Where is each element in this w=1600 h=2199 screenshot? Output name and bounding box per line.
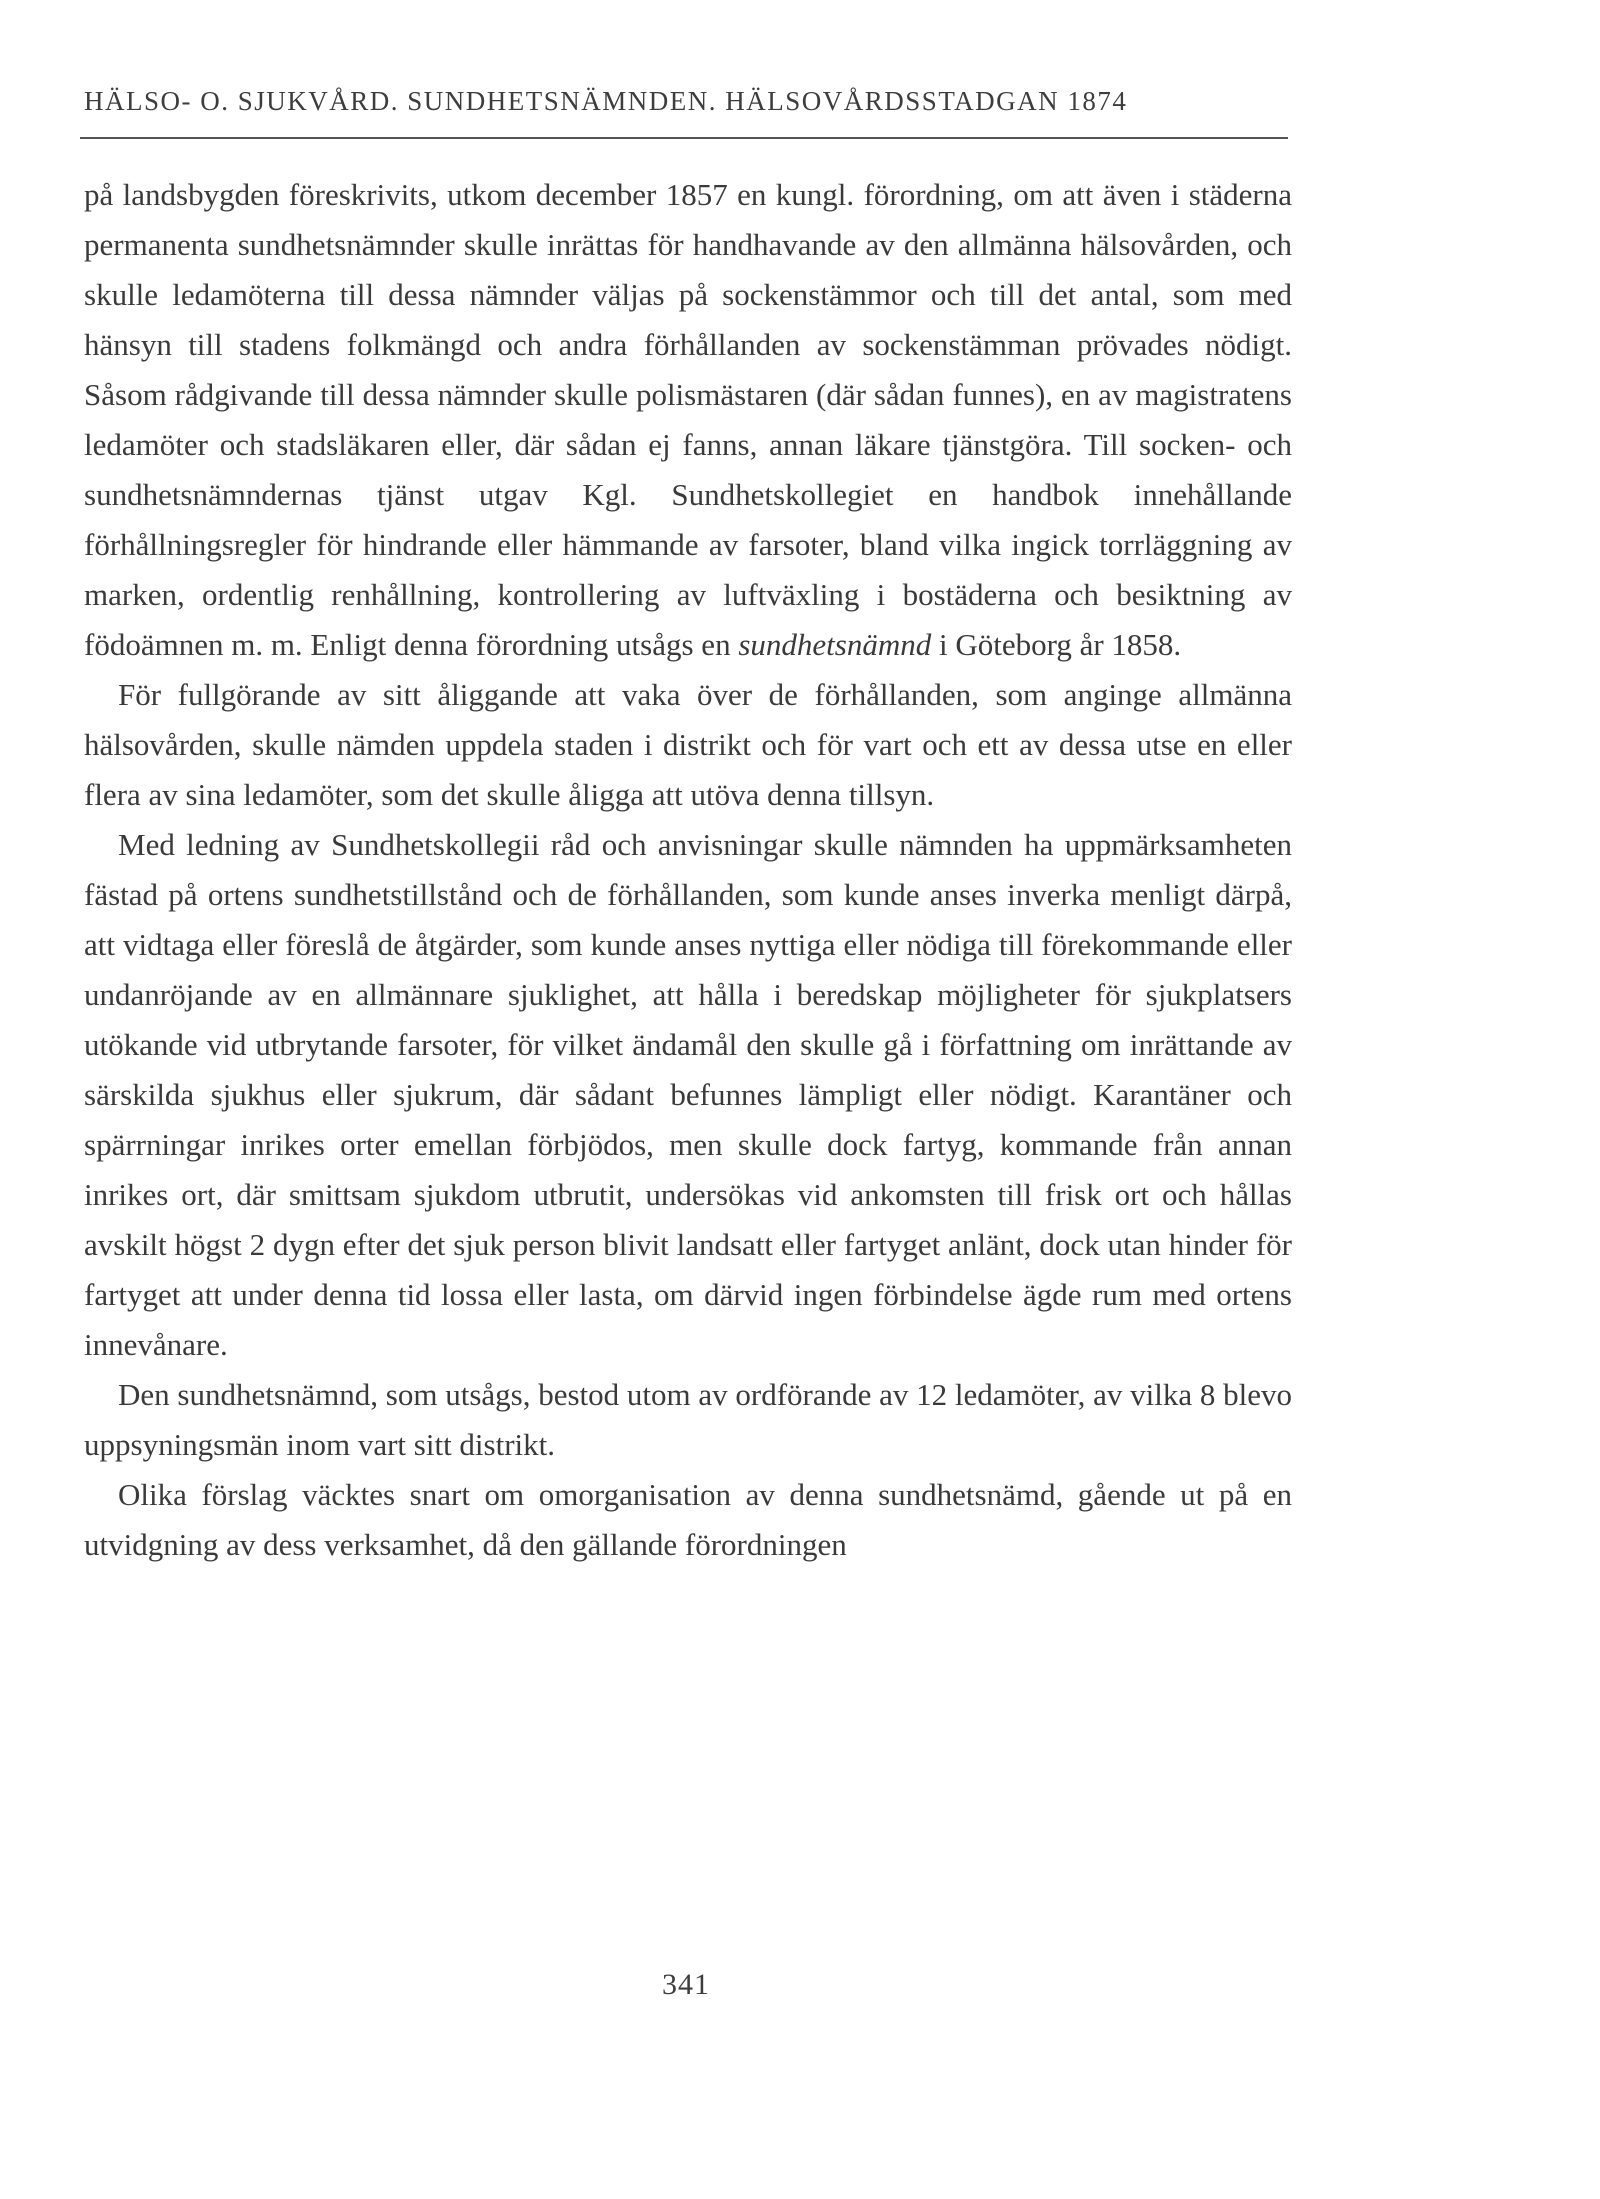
paragraph-3: Med ledning av Sundhetskollegii råd och anvisningar skulle nämnden ha uppmärksamheten fästad på ortens sundhetstillstånd och de förhållanden, som kunde anses inverka menligt därpå, att vidtaga eller föreslå de åtgärder, som kunde anses nyttiga eller nödiga till förekommande eller undanröjande av en allmännare sjuklighet, att hålla i beredskap möjligheter för sjukplatsers utökande vid utbrytande farsoter, för vilket ändamål den skulle gå i författning om inrättande av särskilda sjukhus eller sjukrum, där sådant befunnes lämpligt eller nödigt. Karantäner och spärrningar inrikes orter emellan förbjödos, men skulle dock fartyg, kommande från annan inrikes ort, där smittsam sjukdom utbrutit, undersökas vid ankomsten till frisk ort och hållas avskilt högst 2 dygn efter det sjuk person blivit landsatt eller fartyget anlänt, dock utan hinder för fartyget att under denna tid lossa eller lasta, om därvid ingen förbindelse ägde rum med ortens innevånare. (84, 827, 1292, 1362)
paragraph-1-text: på landsbygden föreskrivits, utkom december 1857 en kungl. förordning, om att även i städerna permanenta sundhetsnämnder skulle inrättas för handhavande av den allmänna hälsovården, och skulle ledamöterna till dessa nämnder väljas på sockenstämmor och till det antal, som med hänsyn till stadens folkmängd och andra förhållanden av sockenstämman prövades nödigt. Såsom rådgivande till dessa nämnder skulle polismästaren (där sådan funnes), en av magistratens ledamöter och stadsläkaren eller, där sådan ej fanns, annan läkare tjänstgöra. Till socken- och sundhetsnämndernas tjänst utgav Kgl. Sundhetskollegiet en handbok innehållande förhållningsregler för hindrande eller hämmande av farsoter, bland vilka ingick torrläggning av marken, ordentlig renhållning, kontrollering av luftväxling i bostäderna och besiktning av födoämnen m. m. Enligt denna förordning utsågs en (84, 177, 1292, 662)
paragraph-4: Den sundhetsnämnd, som utsågs, bestod utom av ordförande av 12 ledamöter, av vilka 8 blevo uppsyningsmän inom vart sitt distrikt. (84, 1377, 1292, 1462)
running-head: HÄLSO- O. SJUKVÅRD. SUNDHETSNÄMNDEN. HÄLSOVÅRDSSTADGAN 1874 (84, 86, 1128, 116)
paragraph-5: Olika förslag väcktes snart om omorganisation av denna sundhetsnämd, gående ut på en utvidgning av dess verksamhet, då den gällande förordningen (84, 1477, 1292, 1562)
body-text (84, 170, 1292, 1570)
paragraph-2: För fullgörande av sitt åliggande att vaka över de förhållanden, som anginge allmänna hälsovården, skulle nämden uppdela staden i distrikt och för vart och ett av dessa utse en eller flera av sina ledamöter, som det skulle åligga att utöva denna tillsyn. (84, 677, 1292, 812)
page-number: 341 (662, 1968, 710, 2001)
paragraph-1 (84, 170, 1292, 670)
italic-term: sundhetsnämnd (738, 627, 932, 662)
header-rule (80, 137, 1288, 139)
paragraph-1-tail: i Göteborg år 1858. (931, 627, 1182, 662)
